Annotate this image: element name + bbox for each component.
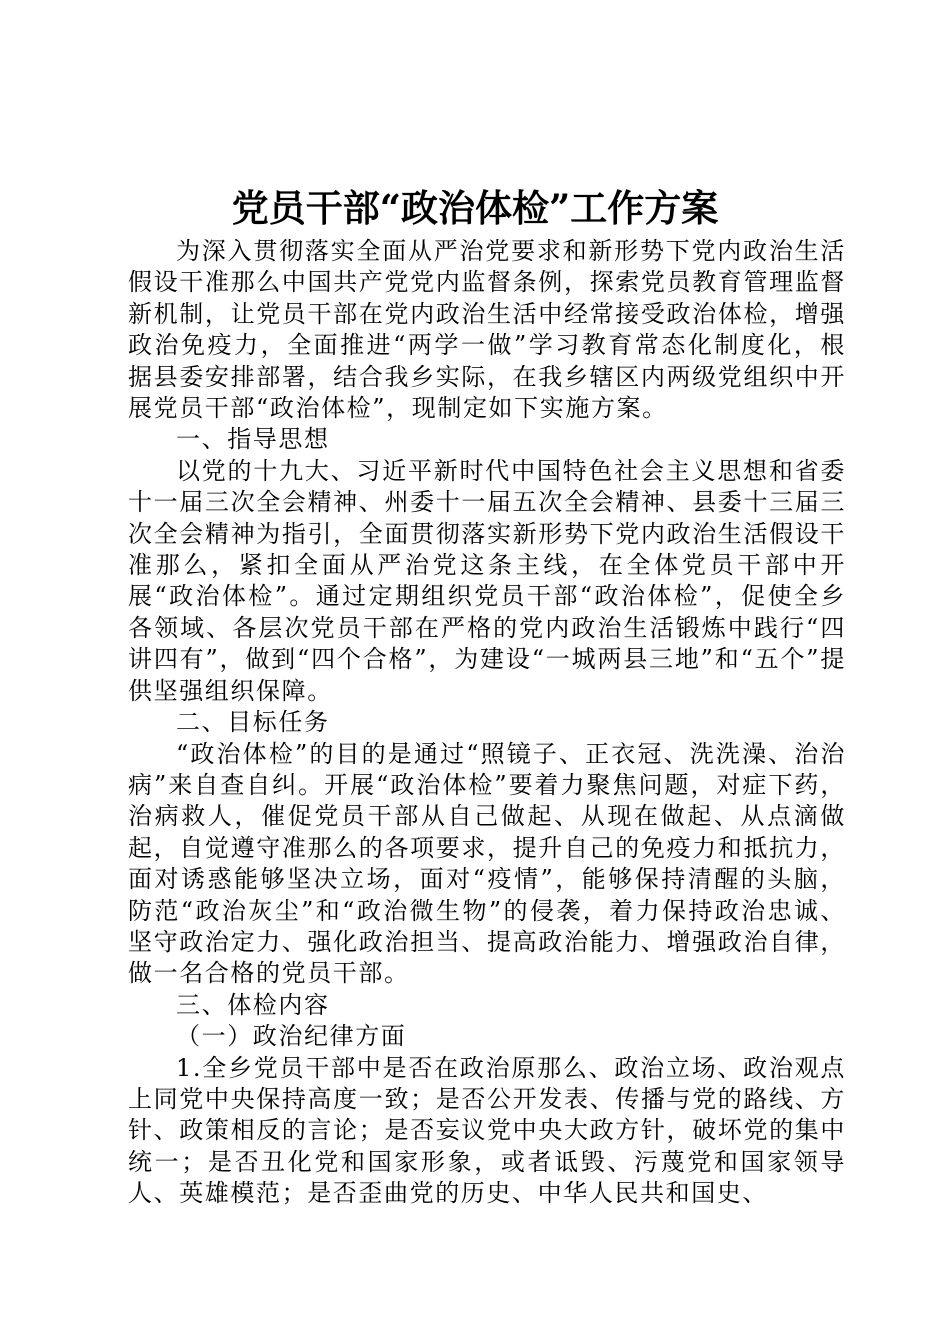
section-heading-objectives: 二、目标任务 xyxy=(176,708,330,737)
section-heading-guiding-ideology: 一、指导思想 xyxy=(176,425,330,454)
document-title: 党员干部“政治体检”工作方案 xyxy=(231,186,719,230)
guiding-ideology-paragraph: 以党的十九大、习近平新时代中国特色社会主义思想和省委十一届三次全会精神、州委十一届五次全会精神、县委十三届三次全会精神为指引，全面贯彻落实新形势下党内政治生活假设干准那么，紧扣全面从严治党这条主线，在全体党员干部中开展“政治体检”。通过定期组织党员干部“政治体检”，促使全乡各领域、各层次党员干部在严格的党内政治生活锻炼中践行“四讲四有”，做到“四个合格”，为建设“一城两县三地”和“五个”提供坚强组织保障。 xyxy=(128,456,846,705)
objectives-paragraph: “政治体检”的目的是通过“照镜子、正衣冠、洗洗澡、治治病”来自查自纠。开展“政治体检”要着力聚焦问题，对症下药，治病救人，催促党员干部从自己做起、从现在做起、从点滴做起，自觉遵守准那么的各项要求，提升自己的免疫力和抵抗力，面对诱惑能够坚决立场，面对“疫情”，能够保持清醒的头脑，防范“政治灰尘”和“政治微生物”的侵袭，着力保持政治忠诚、坚守政治定力、强化政治担当、提高政治能力、增强政治自律，做一名合格的党员干部。 xyxy=(128,739,846,988)
document-body xyxy=(128,236,846,1210)
section-heading-checkup-content: 三、体检内容 xyxy=(176,990,330,1019)
subsection-heading-political-discipline: （一）政治纪律方面 xyxy=(176,1022,407,1051)
intro-paragraph: 为深入贯彻落实全面从严治党要求和新形势下党内政治生活假设干准那么中国共产党党内监督条例，探索党员教育管理监督新机制，让党员干部在党内政治生活中经常接受政治体检，增强政治免疫力，全面推进“两学一做”学习教育常态化制度化，根据县委安排部署，结合我乡实际，在我乡辖区内两级党组织中开展党员干部“政治体检”，现制定如下实施方案。 xyxy=(128,237,846,423)
political-discipline-item-1: 1.全乡党员干部中是否在政治原那么、政治立场、政治观点上同党中央保持高度一致；是否公开发表、传播与党的路线、方针、政策相反的言论；是否妄议党中央大政方针，破坏党的集中统一；是否丑化党和国家形象，或者诋毁、污蔑党和国家领导人、英雄模范；是否歪曲党的历史、中华人民共和国史、 xyxy=(128,1053,846,1208)
